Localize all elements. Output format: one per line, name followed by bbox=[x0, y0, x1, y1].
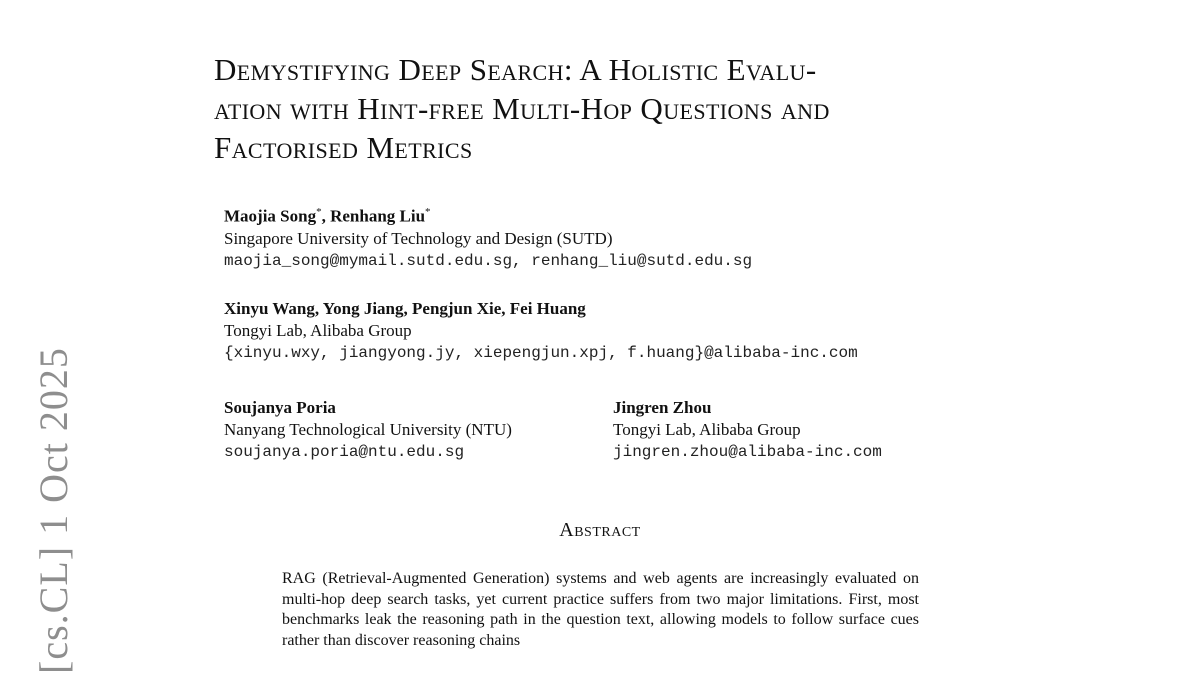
author-affiliation: Tongyi Lab, Alibaba Group bbox=[224, 321, 412, 340]
author-names: Xinyu Wang, Yong Jiang, Pengjun Xie, Fei Huang bbox=[224, 299, 586, 318]
author-email: soujanya.poria@ntu.edu.sg bbox=[224, 443, 465, 461]
equal-contribution-mark: * bbox=[316, 206, 322, 218]
author-names bbox=[224, 201, 752, 228]
arxiv-stamp-text: [cs.CL] 1 Oct 2025 bbox=[31, 347, 76, 674]
author-affiliation: Singapore University of Technology and Design (SUTD) bbox=[224, 228, 613, 248]
author-separator: , bbox=[321, 206, 331, 226]
author-email: jingren.zhou@alibaba-inc.com bbox=[613, 443, 882, 461]
title-line: ation with Hint-free Multi-Hop Questions and bbox=[214, 91, 830, 126]
author-names: Soujanya Poria bbox=[224, 398, 336, 417]
author-block-sutd bbox=[224, 201, 752, 272]
arxiv-side-stamp bbox=[30, 344, 76, 674]
author-email: maojia_song@mymail.sutd.edu.sg, renhang_liu@sutd.edu.sg bbox=[224, 251, 753, 270]
author-block-zhou bbox=[613, 397, 882, 463]
author-email: {xinyu.wxy, jiangyong.jy, xiepengjun.xpj, f.huang}@alibaba-inc.com bbox=[224, 344, 858, 362]
title-line: Demystifying Deep Search: A Holistic Evalu- bbox=[214, 52, 817, 87]
author-name: Renhang Liu bbox=[330, 206, 426, 226]
author-names: Jingren Zhou bbox=[613, 398, 712, 417]
abstract-text: RAG (Retrieval-Augmented Generation) systems and web agents are increasingly evaluated on multi-hop deep search tasks, yet current practice suffers from two major limitations. First, most benchmarks leak the reasoning path in the question text, allowing models to follow surface cues rather than discover reasoning chains bbox=[282, 570, 919, 649]
title-line: Factorised Metrics bbox=[214, 130, 473, 165]
paper-title bbox=[214, 50, 1014, 167]
abstract-heading: Abstract bbox=[559, 519, 641, 541]
author-affiliation: Tongyi Lab, Alibaba Group bbox=[613, 420, 801, 439]
equal-contribution-mark: * bbox=[425, 206, 431, 218]
author-name: Maojia Song bbox=[224, 206, 317, 226]
author-block-ntu bbox=[224, 397, 512, 463]
author-affiliation: Nanyang Technological University (NTU) bbox=[224, 420, 512, 439]
author-block-tongyi bbox=[224, 298, 858, 364]
